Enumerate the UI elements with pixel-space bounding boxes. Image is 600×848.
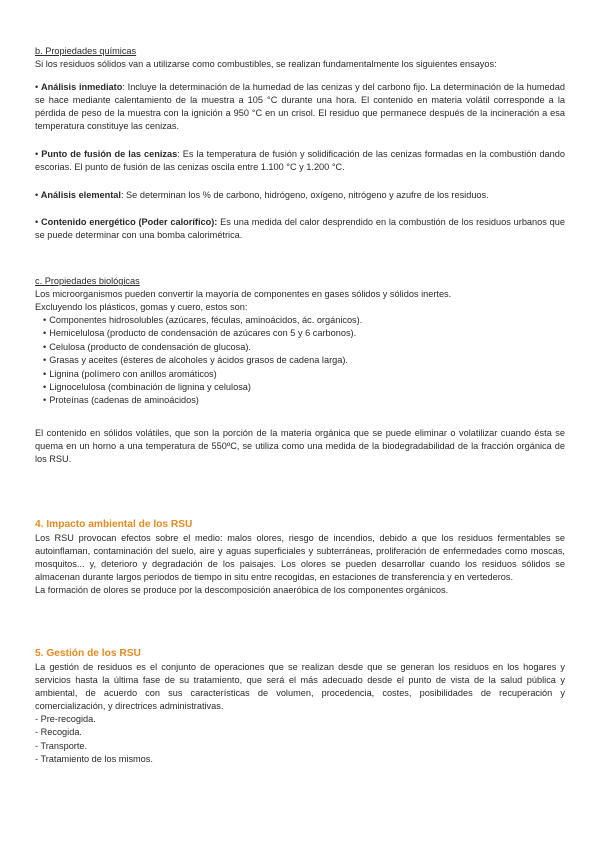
bullet-marker: • [35, 149, 39, 159]
component-list [35, 314, 565, 408]
bullet-text: : Se determinan los % de carbono, hidrógeno, oxígeno, nitrógeno y azufre de los residuos. [120, 190, 489, 200]
bullet-contenido-energetico [35, 216, 565, 242]
management-stages-list [35, 713, 565, 767]
section-c-intro-2: Excluyendo los plásticos, gomas y cuero, estos son: [35, 302, 248, 312]
list-item: - Transporte. [35, 740, 88, 751]
section-b-heading: b. Propiedades químicas [35, 46, 137, 56]
section-c-heading: c. Propiedades biológicas [35, 276, 140, 286]
section-c-closing [35, 427, 565, 466]
section-4-paragraph-2: La formación de olores se produce por la descomposición anaeróbica de los componentes orgánicos. [35, 585, 449, 595]
bullet-marker: • [35, 217, 39, 227]
closing-paragraph: El contenido en sólidos volátiles, que son la porción de la materia orgánica que se puede eliminar o volatilizar cuando ésta se quema en un horno a una temperatura de 550ºC, se utiliza como una medida de la biodegradabilidad de la fracción orgánica de los RSU. [35, 428, 565, 464]
bullet-term: Punto de fusión de las cenizas [41, 149, 178, 159]
section-b-intro: Si los residuos sólidos van a utilizarse como combustibles, se realizan fundamentalmente los siguientes ensayos: [35, 59, 497, 69]
section-4-heading: 4. Impacto ambiental de los RSU [35, 519, 193, 530]
bullet-term: Análisis elemental [40, 190, 121, 200]
list-item: • Celulosa (producto de condensación de glucosa). [43, 341, 565, 354]
list-item: • Lignina (polímero con anillos aromáticos) [43, 368, 565, 381]
bullet-term: Análisis inmediato [40, 82, 123, 92]
bullet-text: : Es la temperatura de fusión y solidificación de las cenizas formadas en la combustión dando escorias. El punto de fusión de las cenizas oscila entre 1.100 °C y 1.200 °C. [35, 149, 565, 172]
list-item: • Grasas y aceites (ésteres de alcoholes y ácidos grasos de cadena larga). [43, 354, 565, 367]
bullet-text: Es una medida del calor desprendido en la combustión de los residuos urbanos que se puede determinar con una bomba calorimétrica. [35, 217, 565, 240]
section-biological-properties [35, 275, 565, 408]
list-item: • Proteínas (cadenas de aminoácidos) [43, 394, 565, 407]
bullet-punto-fusion [35, 148, 565, 174]
section-chemical-properties [35, 45, 565, 71]
list-item: • Lignocelulosa (combinación de lignina y celulosa) [43, 381, 565, 394]
section-5-paragraph: La gestión de residuos es el conjunto de operaciones que se realizan desde que se generan los residuos en los hogares y servicios hasta la última fase de su tratamiento, que será el más adecuado desde el punto de vista de la salud pública y ambiental, de acuerdo con sus características de volumen, procedencia, costes, posibilidades de recuperación y comercialización, y directrices administrativas. [35, 662, 565, 711]
section-environmental-impact [35, 518, 565, 597]
list-item: - Tratamiento de los mismos. [35, 754, 153, 765]
bullet-text: : Incluye la determinación de la humedad de las cenizas y del carbono fijo. La determinación de la humedad se hace mediante calentamiento de la muestra a 105 °C durante una hora. El contenido en materia volátil corresponde a la pérdida de peso de la muestra con la ignición a 950 °C en un crisol. El residuo que permanece después de la incineración a esa temperatura constituye las cenizas. [35, 82, 565, 131]
section-waste-management [35, 647, 565, 767]
bullet-analisis-inmediato [35, 81, 565, 133]
list-item: - Recogida. [35, 727, 82, 738]
bullet-marker: • [35, 82, 39, 92]
section-4-paragraph-1: Los RSU provocan efectos sobre el medio: malos olores, riesgo de incendios, debido a que los residuos fermentables se autoinflaman, contaminación del suelo, aire y aguas superficiales y subterráneas, proliferación de enfermedades como moscas, mosquitos... y, deterioro y degradación de los paisajes. Los olores se pueden desarrollar cuando los residuos sólidos se almacenan durante largos periodos de tiempo in situ entre recogidas, en estaciones de transferencia y en vertederos. [35, 533, 565, 582]
bullet-term: Contenido energético (Poder calorífico): [41, 217, 218, 227]
bullet-analisis-elemental [35, 189, 565, 202]
list-item: - Pre-recogida. [35, 714, 96, 724]
bullet-marker: • [35, 190, 39, 200]
list-item: • Hemicelulosa (producto de condensación de azúcares con 5 y 6 carbonos). [43, 327, 565, 340]
section-c-intro-1: Los microorganismos pueden convertir la mayoría de componentes en gases sólidos y sólidos inertes. [35, 289, 452, 299]
section-5-heading: 5. Gestión de los RSU [35, 648, 141, 659]
list-item: • Componentes hidrosolubles (azúcares, féculas, aminoácidos, ác. orgánicos). [43, 314, 565, 327]
